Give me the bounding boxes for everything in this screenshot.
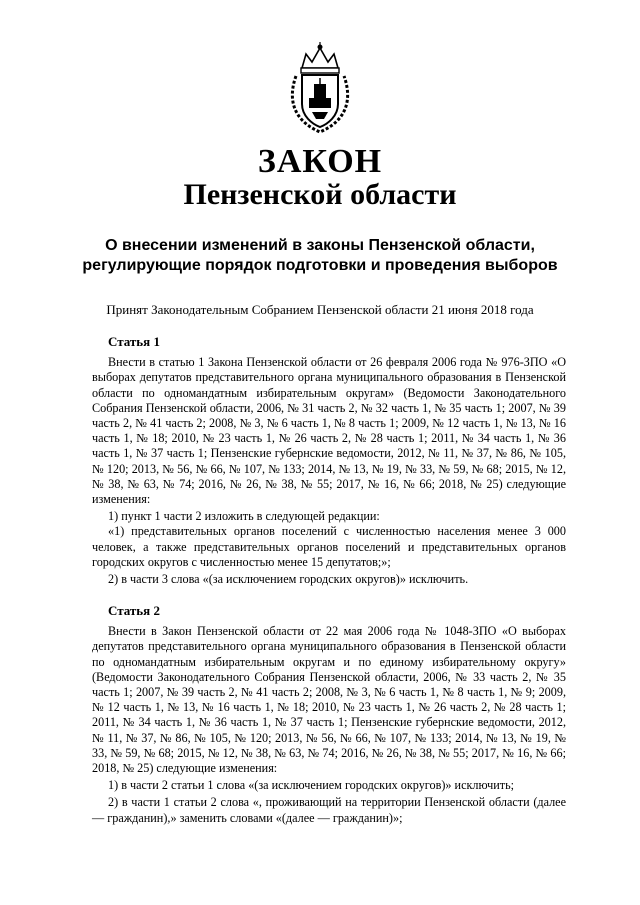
- adoption-note: Принят Законодательным Собранием Пензенской области 21 июня 2018 года: [106, 302, 534, 317]
- law-heading: [60, 236, 580, 276]
- article-1: [92, 334, 566, 587]
- article-2: [92, 603, 566, 826]
- article-1-quote: «1) представительных органов поселений с численностью населения менее 3 000 человек, а также представительных органов поселений и представительных органов городских округов с численностью менее 15 депутатов;»;: [92, 524, 566, 569]
- article-1-title: Статья 1: [108, 334, 160, 349]
- article-1-text: Внести в статью 1 Закона Пензенской области от 26 февраля 2006 года № 976-ЗПО «О выборах депутатов представительного органа муниципального образования в Пензенской области по одномандатным избирательным округам» (Ведомости Законодательного Собрания Пензенской области, 2006, № 31 часть 2, № 32 часть 1, № 35 часть 1; 2007, № 39 часть 2, № 41 часть 2; 2008, № 3, № 6 часть 1, № 8 часть 1; 2009, № 12 часть 1, № 13, № 16 часть 1, № 18; 2010, № 23 часть 1, № 26 часть 2, № 28 часть 1; 2011, № 34 часть 1, № 36 часть 1, № 37 часть 1; Пензенские губернские ведомости, 2012, № 11, № 37, № 86, № 105, № 120; 2013, № 56, № 66, № 107, № 133; 2014, № 13, № 19, № 33, № 59, № 68; 2015, № 12, № 38, № 63, № 74; 2016, № 26, № 38, № 55; 2017, № 16, № 66; 2018, № 25) следующие изменения:: [92, 355, 566, 507]
- article-2-text: Внести в Закон Пензенской области от 22 мая 2006 года № 1048-ЗПО «О выборах депутатов представительного органа муниципального образования в Пензенской области по одномандатным избирательным округам и по единому избирательному округу» (Ведомости Законодательного Собрания Пензенской области, 2006, № 33 часть 2, № 35 часть 1; 2007, № 39 часть 2, № 41 часть 2; 2008, № 3, № 6 часть 1, № 8 часть 1, № 9; 2009, № 12 часть 1, № 13, № 16 часть 1, № 18; 2010, № 23 часть 1, № 26 часть 2, № 28 часть 1; 2011, № 34 часть 1, № 36 часть 1, № 37 часть 1; Пензенские губернские ведомости, 2012, № 11, № 37, № 86, № 105, № 120; 2013, № 56, № 66, № 107, № 133; 2014, № 13, № 19, № 33, № 59, № 68; 2015, № 12, № 38, № 63, № 74; 2016, № 26, № 38, № 55; 2017, № 16, № 66; 2018, № 25) следующие изменения:: [92, 624, 566, 776]
- law-heading-line-1: О внесении изменений в законы Пензенской области,: [105, 237, 535, 254]
- law-region: Пензенской области: [183, 178, 457, 211]
- article-2-title: Статья 2: [108, 603, 160, 618]
- coat-of-arms-icon: [288, 42, 352, 134]
- article-1-item-2: 2) в части 3 слова «(за исключением городских округов)» исключить.: [108, 572, 469, 587]
- law-heading-line-2: регулирующие порядок подготовки и проведения выборов: [82, 257, 558, 274]
- article-1-item-1: 1) пункт 1 части 2 изложить в следующей редакции:: [108, 509, 380, 524]
- law-title: ЗАКОН: [257, 143, 383, 180]
- article-2-item-2: 2) в части 1 статьи 2 слова «, проживающий на территории Пензенской области (далее — гражданин),» заменить словами «(далее — гражданин)»;: [92, 795, 566, 825]
- article-2-item-1: 1) в части 2 статьи 1 слова «(за исключением городских округов)» исключить;: [108, 778, 515, 793]
